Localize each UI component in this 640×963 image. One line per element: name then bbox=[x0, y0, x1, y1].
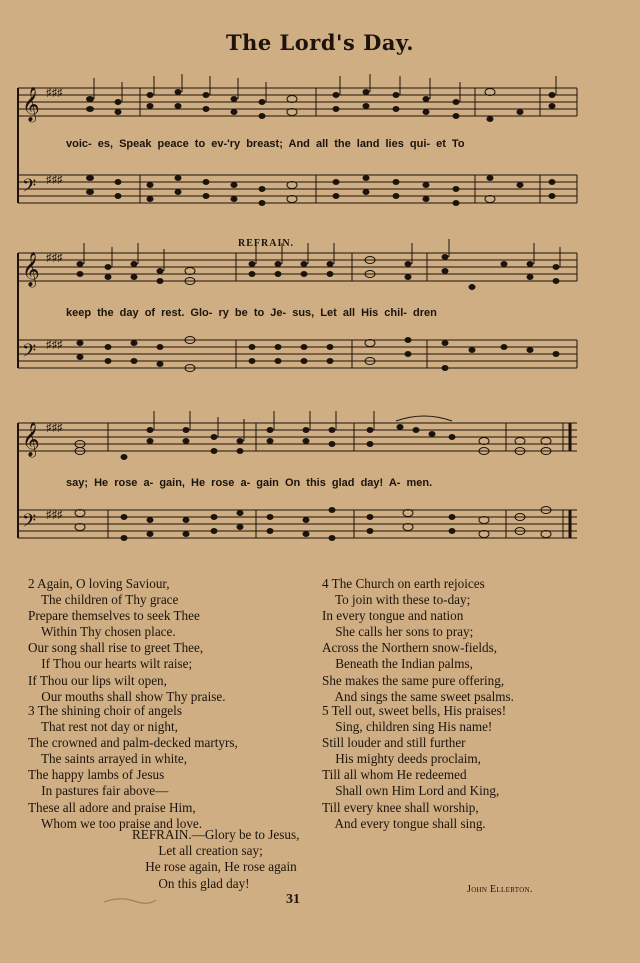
svg-text:𝄞: 𝄞 bbox=[22, 253, 40, 286]
svg-text:𝄢: 𝄢 bbox=[22, 340, 37, 365]
verse-2: 2 Again, O loving Saviour, The children of Thy grace Prepare themselves to seek Thee Within Thy chosen place. Our song shall rise to greet Thee, If Thou our hearts wilt raise; If Thou our lips wilt open, Our mouths shall show Thy praise. bbox=[28, 576, 226, 704]
svg-text:♯♯♯: ♯♯♯ bbox=[46, 174, 63, 186]
refrain-text: REFRAIN.—Glory be to Jesus, Let all creation say; He rose again, He rose again On this glad day! bbox=[132, 827, 300, 891]
ink-smudge bbox=[100, 890, 160, 910]
svg-text:♯♯♯: ♯♯♯ bbox=[46, 509, 63, 521]
verse-4: 4 The Church on earth rejoices To join with these to-day; In every tongue and nation She calls her sons to pray; Across the Northern snow-fields, Beneath the Indian palms, She makes the same pure offering, And sings the same sweet psalms. bbox=[322, 576, 514, 704]
svg-text:𝄢: 𝄢 bbox=[22, 175, 37, 200]
svg-text:♯♯♯: ♯♯♯ bbox=[46, 422, 63, 434]
verse-3: 3 The shining choir of angels That rest not day or night, The crowned and palm-decked martyrs, The saints arrayed in white, The happy lambs of Jesus In pastures fair above— These all adore and praise Him, Whom we too praise and love. bbox=[28, 703, 238, 831]
author-credit: John Ellerton. bbox=[467, 884, 533, 895]
svg-text:♯♯♯: ♯♯♯ bbox=[46, 339, 63, 351]
hymn-title: The Lord's Day. bbox=[225, 30, 415, 55]
lyrics-line-1: voic- es, Speak peace to ev-'ry breast; And all the land lies qui- et To bbox=[66, 138, 465, 150]
svg-text:𝄞: 𝄞 bbox=[22, 88, 40, 121]
page-number: 31 bbox=[286, 892, 300, 907]
svg-text:♯♯♯: ♯♯♯ bbox=[46, 252, 63, 264]
verse-5: 5 Tell out, sweet bells, His praises! Sing, children sing His name! Still louder and still further His mighty deeds proclaim, Till all whom He redeemed Shall own Him Lord and King, Till every knee shall worship, And every tongue shall sing. bbox=[322, 703, 507, 831]
lyrics-line-2: keep the day of rest. Glo- ry be to Je- sus, Let all His chil- dren bbox=[66, 307, 437, 319]
svg-text:𝄞: 𝄞 bbox=[22, 423, 40, 456]
lyrics-line-3: say; He rose a- gain, He rose a- gain On this glad day! A- men. bbox=[66, 477, 433, 489]
svg-text:♯♯♯: ♯♯♯ bbox=[46, 87, 63, 99]
svg-text:𝄢: 𝄢 bbox=[22, 510, 37, 535]
refrain-label: REFRAIN. bbox=[238, 238, 295, 249]
